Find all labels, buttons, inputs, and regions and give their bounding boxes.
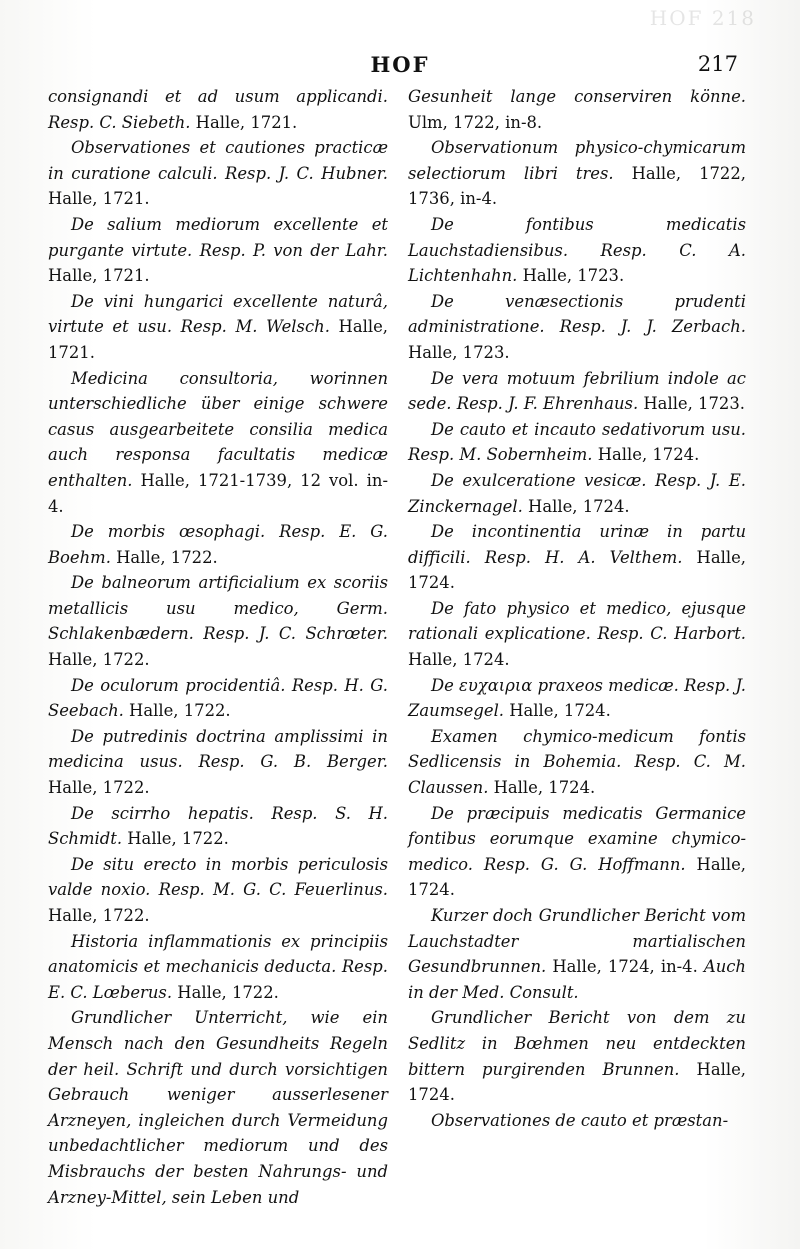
entry-imprint-text: Halle, 1722. <box>48 906 150 925</box>
bibliography-entry <box>48 801 388 852</box>
bibliography-entry <box>408 1108 746 1134</box>
entry-title-text: De scirrho hepatis. Resp. S. H. Schmidt. <box>48 803 388 849</box>
entry-imprint-text: Halle, 1723. <box>408 342 510 362</box>
bibliography-entry <box>408 903 746 1005</box>
bibliography-entry <box>408 724 746 801</box>
entry-title-text: Observationes et cautiones practicæ in curatione calculi. Resp. J. C. Hubner. <box>48 138 388 183</box>
entry-title-text: Examen chymico-medicum fontis Sedlicensis in Bohemia. Resp. C. M. Claussen. <box>408 726 746 798</box>
bibliography-entry <box>408 519 746 596</box>
entry-imprint-text: Halle, 1722. <box>123 701 231 721</box>
entry-title-text: Historia inflammationis ex principiis anatomicis et mechanicis deducta. Resp. E. C. Lœberus. <box>48 931 388 1002</box>
bibliography-entry <box>408 212 746 289</box>
left-column <box>48 84 388 1210</box>
bibliography-entry <box>48 852 388 929</box>
entry-title-text: Auch in der Med. Consult. <box>408 957 746 1002</box>
bibliography-entry <box>48 84 388 135</box>
entry-imprint-text: Halle, 1721. <box>48 317 388 362</box>
entry-title-text: De balneorum artificialium ex scoriis metallicis usu medico, Germ. Schlakenbædern. Resp. J. C. Schrœter. <box>48 573 388 644</box>
entry-title-text: De situ erecto in morbis periculosis valde noxio. Resp. M. G. C. Feuerlinus. <box>48 854 388 900</box>
entry-imprint-text: Halle, 1724, in-4. <box>546 957 704 977</box>
entry-imprint-text: Halle, 1721. <box>190 112 298 132</box>
entry-imprint-text: Halle, 1724. <box>408 854 747 900</box>
entry-title-text: De salium mediorum excellente et purgante virtute. Resp. P. von der Lahr. <box>48 214 388 260</box>
entry-imprint-text: Halle, 1721. <box>48 266 150 286</box>
entry-title-text: Grundlicher Bericht von dem zu Sedlitz in Bœhmen neu entdeckten bittern purgirenden Brunnen. <box>408 1008 746 1079</box>
bibliography-entry <box>48 570 388 672</box>
entry-imprint-text: Halle, 1723. <box>517 266 625 286</box>
bibliography-entry <box>408 135 746 212</box>
entry-title-text: De vera motuum febrilium indole ac sede. Resp. J. F. Ehrenhaus. <box>408 368 746 414</box>
entry-imprint-text: Halle, 1723. <box>638 394 745 414</box>
bleed-through-text: HOF 218 <box>649 6 756 30</box>
bibliography-entry <box>48 289 388 366</box>
bibliography-entry <box>408 596 746 673</box>
entry-title-text: De venæsectionis prudenti administratione. Resp. J. J. Zerbach. <box>408 291 746 337</box>
entry-title-text: De vini hungarici excellente naturâ, virtute et usu. Resp. M. Welsch. <box>48 291 388 337</box>
bibliography-entry <box>408 468 746 519</box>
entry-title-text: Grundlicher Unterricht, wie ein Mensch nach den Gesundheits Regeln der heil. Schrift und durch vorsichtigen Gebrauch weniger ausserlesener Arzneyen, ingleichen durch Vermeidung unbedachtlicher mediorum und des Misbrauchs der besten Nahrungs- und Arzney-Mittel, sein Leben und <box>48 1008 388 1207</box>
bibliography-entry <box>408 673 746 724</box>
bibliography-entry <box>408 289 746 366</box>
right-column <box>408 84 746 1133</box>
bibliography-entry <box>48 673 388 724</box>
entry-title-text: Observationes de cauto et præstan- <box>430 1110 729 1130</box>
running-title: HOF <box>370 52 430 77</box>
entry-title-text: consignandi et ad usum applicandi. Resp. C. Siebeth. <box>48 87 388 132</box>
entry-title-text: De fontibus medicatis Lauchstadiensibus. Resp. C. A. Lichtenhahn. <box>408 214 746 286</box>
entry-imprint-text: Halle, 1722. <box>110 547 218 567</box>
bibliography-entry <box>48 519 388 570</box>
entry-imprint-text: Halle, 1722. <box>122 829 229 849</box>
entry-title-text: De ευχαιρια praxeos medicæ. Resp. J. Zaumsegel. <box>408 675 746 721</box>
entry-imprint-text: Halle, 1724. <box>488 778 596 798</box>
entry-imprint-text: Halle, 1724. <box>408 547 746 593</box>
bibliography-entry <box>48 135 388 212</box>
running-head <box>0 52 800 82</box>
bibliography-entry <box>408 801 746 903</box>
bibliography-entry <box>48 366 388 520</box>
entry-imprint-text: Halle, 1721. <box>48 189 150 209</box>
entry-title-text: Gesunheit lange conserviren könne. <box>408 87 746 106</box>
entry-title-text: Medicina consultoria, worinnen unterschiedliche über einige schwere casus ausgearbeitete consilia medica auch responsa facultatis medicæ enthalten. <box>48 368 388 490</box>
entry-title-text: De morbis œsophagi. Resp. E. G. Boehm. <box>48 522 388 567</box>
entry-title-text: Observationum physico-chymicarum selectiorum libri tres. <box>408 138 746 183</box>
entry-imprint-text: Ulm, 1722, in-8. <box>408 112 543 132</box>
bibliography-entry <box>408 84 746 135</box>
entry-title-text: De fato physico et medico, ejusque rationali explicatione. Resp. C. Harbort. <box>408 598 746 644</box>
entry-imprint-text: Halle, 1724. <box>522 496 630 516</box>
bibliography-entry <box>48 1005 388 1210</box>
page-number: 217 <box>697 52 738 76</box>
entry-title-text: De præcipuis medicatis Germanice fontibus eorumque examine chymico-medico. Resp. G. G. Hoffmann. <box>408 803 746 874</box>
bibliography-entry <box>408 1005 746 1107</box>
entry-title-text: De putredinis doctrina amplissimi in medicina usus. Resp. G. B. Berger. <box>48 726 388 772</box>
entry-title-text: De oculorum procidentiâ. Resp. H. G. Seebach. <box>48 675 388 721</box>
entry-imprint-text: Halle, 1722. <box>48 778 150 798</box>
bibliography-entry <box>48 929 388 1006</box>
entry-imprint-text: Halle, 1721-1739, 12 vol. in-4. <box>48 470 388 516</box>
bibliography-entry <box>408 417 746 468</box>
entry-imprint-text: Halle, 1724. <box>504 701 611 721</box>
bibliography-entry <box>48 212 388 289</box>
entry-title-text: De cauto et incauto sedativorum usu. Resp. M. Sobernheim. <box>408 419 746 465</box>
entry-title-text: De incontinentia urinæ in partu difficili. Resp. H. A. Velthem. <box>408 522 746 567</box>
entry-title-text: Kurzer doch Grundlicher Bericht vom Lauchstadter martialischen Gesundbrunnen. <box>408 906 746 977</box>
entry-imprint-text: Halle, 1724. <box>408 1059 746 1105</box>
entry-imprint-text: Halle, 1722. <box>172 982 279 1002</box>
entry-title-text: De exulceratione vesicæ. Resp. J. E. Zinckernagel. <box>408 470 746 516</box>
entry-imprint-text: Halle, 1724. <box>408 650 510 670</box>
entry-imprint-text: Halle, 1724. <box>592 445 700 465</box>
entry-imprint-text: Halle, 1722, 1736, in-4. <box>408 163 746 209</box>
bibliography-entry <box>48 724 388 801</box>
bibliography-entry <box>408 366 746 417</box>
entry-imprint-text: Halle, 1722. <box>48 650 150 670</box>
